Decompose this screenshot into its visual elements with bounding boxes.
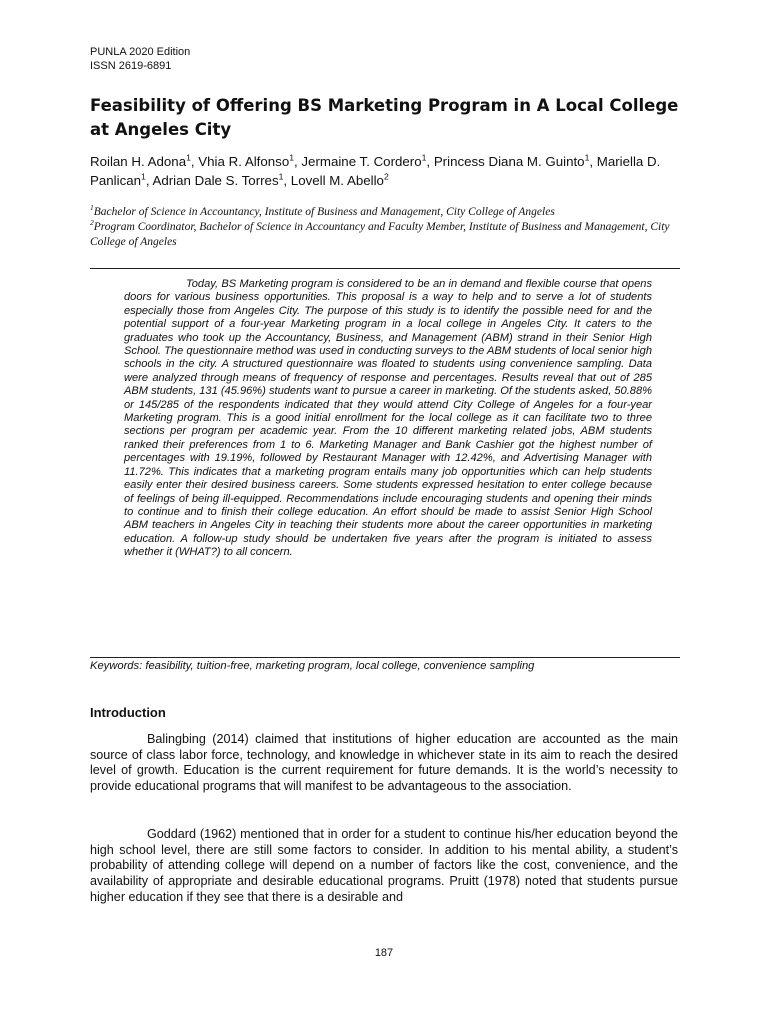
author-affiliation-mark: 1 — [141, 171, 146, 182]
affiliation-mark: 2 — [90, 218, 94, 228]
keywords-line: Keywords: feasibility, tuition-free, marketing program, local college, convenience sampling — [90, 660, 535, 672]
affiliations — [90, 205, 690, 250]
abstract-bottom-rule — [90, 657, 680, 658]
paper-title: Feasibility of Offering BS Marketing Program in A Local College at Angeles City — [90, 96, 679, 139]
affiliation-text: Program Coordinator, Bachelor of Science in Accountancy and Faculty Member, Institute of Business and Management, City College of Angeles — [90, 221, 670, 248]
author-affiliation-mark: 2 — [383, 171, 389, 182]
affiliation-line — [90, 220, 690, 250]
abstract-text: Today, BS Marketing program is considered to be an in demand and flexible course that opens doors for various business opportunities. This proposal is a way to help and to serve a lot of students especially those from Angeles City. The purpose of this study is to identify the possible need for and the potential support of a four-year Marketing program in a local college in Angeles City. It caters to the graduates who took up the Accountancy, Business, and Management (ABM) strand in their Senior High School. The questionnaire method was used in conducting surveys to the ABM students of local senior high schools in the city. A structured questionnaire was floated to students using convenience sampling. Data were analyzed through means of frequency of response and percentages. Results reveal that out of 285 ABM students, 131 (45.96%) students want to pursue a career in marketing. Of the students asked, 50.88% or 145/285 of the respondents indicated that they would attend City College of Angeles for a four-year Marketing program. This is a good initial enrollment for the local college as it can facilitate two to three sections per program per academic year. From the 10 different marketing related jobs, ABM students ranked their preferences from 1 to 6. Marketing Manager and Bank Cashier got the highest number of percentages with 19.19%, followed by Restaurant Manager with 12.42%, and Advertising Manager with 11.72%. This indicates that a marketing program entails many job opportunities which can help students easily enter their desired business careers. Some students expressed hesitation to enter college because of feelings of being ill-equipped. Recommendations include encouraging students and opening their minds to continue and to finish their college education. An effort should be made to assist Senior High School ABM teachers in Angeles City in teaching their students more about the career opportunities in marketing education. A follow-up study should be undertaken five years after the program is initiated to assess whether it (WHAT?) to all concern. — [124, 278, 652, 559]
author-name: Vhia R. Alfonso — [198, 154, 290, 169]
introduction-heading: Introduction — [90, 705, 166, 720]
author-affiliation-mark: 1 — [584, 152, 590, 163]
author-name: Roilan H. Adona — [90, 154, 187, 169]
affiliation-line — [90, 205, 690, 220]
issn-label: ISSN 2619-6891 — [90, 60, 172, 72]
author-name: Adrian Dale S. Torres — [152, 173, 279, 188]
author-list: Roilan H. Adona$^1$, Vhia R. Alfonso$^1$, Jermaine T. Cordero$^1$, Princess Diana M. Guinto$^1$, Mariella D. Panlican$^1$, Adrian Dale S. Torres$^1$, Lovell M. Abello$^2$ — [90, 152, 661, 188]
body-paragraph: Goddard (1962) mentioned that in order for a student to continue his/her education beyond the high school level, there are still some factors to consider. In addition to his mental ability, a student’s probability of attending college will depend on a number of factors like the cost, convenience, and the availability of appropriate and desirable educational programs. Pruitt (1978) noted that students pursue higher education if they see that there is a desirable and — [90, 827, 678, 904]
author-affiliation-mark: 1 — [186, 152, 191, 163]
body-paragraph: Balingbing (2014) claimed that institutions of higher education are accounted as the main source of class labor force, technology, and knowledge in whichever state in its aim to reach the desired level of growth. Education is the current requirement for future demands. It is the world’s necessity to provide educational programs that will manifest to be advantageous to the association. — [90, 732, 678, 794]
author-affiliation-mark: 1 — [289, 152, 295, 163]
affiliation-mark: 1 — [90, 203, 94, 213]
author-affiliation-mark: 1 — [421, 152, 427, 163]
journal-edition-header — [90, 45, 190, 73]
affiliation-text: Bachelor of Science in Accountancy, Institute of Business and Management, City College of Angeles — [93, 206, 555, 218]
author-affiliation-mark: 1 — [278, 171, 284, 182]
page-number: 187 — [374, 947, 394, 959]
edition-label: PUNLA 2020 Edition — [90, 46, 191, 58]
author-name: Mariella D. Panlican — [90, 154, 661, 188]
author-name: Lovell M. Abello — [290, 173, 384, 188]
abstract-top-rule — [90, 268, 680, 269]
author-name: Jermaine T. Cordero — [301, 154, 422, 169]
author-name: Princess Diana M. Guinto — [433, 154, 585, 169]
